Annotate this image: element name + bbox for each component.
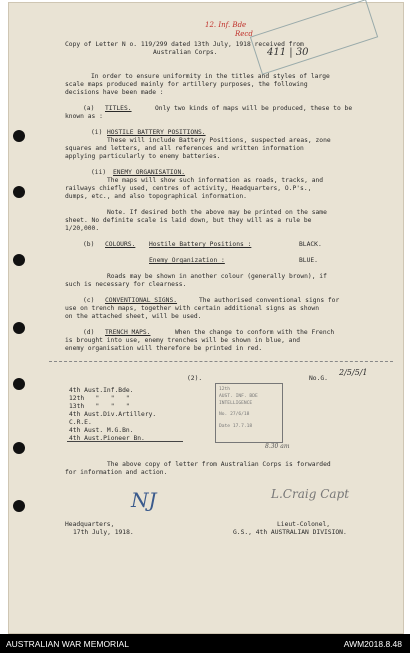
punch-hole [13, 378, 25, 390]
punch-hole [13, 500, 25, 512]
section-ii-label: (ii) [91, 169, 107, 176]
page-marker: (2). [187, 375, 203, 382]
note-line-3: 1/20,000. [65, 225, 100, 232]
received-stamp [215, 383, 283, 443]
top-handwriting: 411 | 30 [267, 47, 309, 58]
signatory-unit: G.S., 4th AUSTRALIAN DIVISION. [233, 529, 347, 536]
section-a-text-1: Only two kinds of maps will be produced, these to be [155, 105, 353, 112]
stamp-line: 12th [219, 387, 231, 392]
section-a-title: TITLES. [105, 105, 132, 112]
hq-date: 17th July, 1918. [73, 529, 134, 536]
heading-line-1: Copy of Letter N o. 119/299 dated 13th July, 1918 received from [65, 41, 304, 48]
footer-bar [0, 634, 410, 653]
stamp-time: 8.30 am [265, 443, 290, 450]
separator-line [49, 361, 393, 362]
colour-row-1-value: BLACK. [299, 241, 322, 248]
section-ii-text-1: The maps will show such information as roads, tracks, and [107, 177, 324, 184]
hq-line-1: Headquarters, [65, 521, 115, 528]
intro-line-2: scale maps produced mainly for artillery purposes, the following [65, 81, 308, 88]
intro-line-1: In order to ensure uniformity in the titles and styles of large [91, 73, 330, 80]
section-d-text-3: enemy organisation will therefore be printed in red. [65, 345, 263, 352]
section-d-text-2: is brought into use, enemy trenches will be shown in blue, and [65, 337, 301, 344]
section-ii-text-3: dumps, etc., and also topographical information. [65, 193, 247, 200]
section-a-label: (a) [83, 105, 95, 112]
intro-line-3: decisions have been made : [65, 89, 164, 96]
section-ii-text-2: railways chiefly used, centres of activity, Headquarters, O.P's., [65, 185, 312, 192]
roads-line-1: Roads may be shown in another colour (generally brown), if [107, 273, 327, 280]
roads-line-2: such is necessary for clearness. [65, 281, 187, 288]
section-a-text-2: known as : [65, 113, 103, 120]
stamp-line: AUST. INF. BDE [219, 394, 258, 399]
stamp-line: Date 17.7.18 [219, 424, 253, 429]
colour-row-2-value: BLUE. [299, 257, 318, 264]
ref-number-handwritten: 2/5/5/1 [339, 368, 368, 377]
recipient-item: C.R.E. [69, 419, 92, 426]
section-b-label: (b) [83, 241, 95, 248]
section-i-text-1: These will include Battery Positions, suspected areas, zone [107, 137, 331, 144]
forward-line-2: for information and action. [65, 469, 168, 476]
stamp-line: No. 27/6/18 [219, 412, 250, 417]
signature-handwritten: L.Craig Capt [271, 487, 350, 501]
red-annotation-2: Recd [235, 30, 253, 38]
section-c-text-1: The authorised conventional signs for [199, 297, 340, 304]
footer-accession: AWM2018.8.48 [343, 639, 402, 649]
section-i-text-3: applying particularly to enemy batteries. [65, 153, 221, 160]
section-i-text-2: squares and letters, and all references and written information [65, 145, 304, 152]
section-c-text-3: on the attached sheet, will be used. [65, 313, 202, 320]
colour-row-2-label: Enemy Organization : [149, 257, 225, 264]
ref-number: No.G. [309, 375, 328, 382]
forward-line-1: The above copy of letter from Australian Corps is forwarded [107, 461, 331, 468]
signatory-rank: Lieut-Colonel, [277, 521, 331, 528]
section-i-title: HOSTILE BATTERY POSITIONS. [107, 129, 206, 136]
recipient-item: 4th Aust.Inf.Bde. [69, 387, 134, 394]
initials-handwritten: NJ [131, 488, 157, 512]
section-ii-title: ENEMY ORGANISATION. [113, 169, 186, 176]
punch-hole [13, 322, 25, 334]
punch-hole [13, 130, 25, 142]
punch-hole [13, 186, 25, 198]
recipient-underline [67, 441, 183, 442]
section-d-title: TRENCH MAPS. [105, 329, 151, 336]
red-annotation-1: 12. Inf. Bde [205, 21, 247, 29]
document-sheet [8, 2, 404, 634]
note-line-1: Note. If desired both the above may be printed on the same [107, 209, 327, 216]
recipient-item: 4th Aust. M.G.Bn. [69, 427, 134, 434]
recipient-item: 4th Aust.Pioneer Bn. [69, 435, 145, 442]
stamp-line: INTELLIGENCE [219, 401, 253, 406]
section-c-text-2: use on trench maps, together with certain additional signs as shown [65, 305, 320, 312]
section-i-label: (i) [91, 129, 103, 136]
colour-row-1-label: Hostile Battery Positions : [149, 241, 252, 248]
heading-line-2: Australian Corps. [153, 49, 218, 56]
recipient-item: 13th " " " [69, 403, 130, 410]
recipient-item: 4th Aust.Div.Artillery. [69, 411, 157, 418]
punch-hole [13, 442, 25, 454]
section-c-title: CONVENTIONAL SIGNS. [105, 297, 178, 304]
footer-source: AUSTRALIAN WAR MEMORIAL [6, 639, 129, 649]
section-d-text-1: When the change to conform with the French [175, 329, 335, 336]
section-b-title: COLOURS. [105, 241, 136, 248]
note-line-2: sheet. No definite scale is laid down, but they will as a rule be [65, 217, 312, 224]
diagonal-stamp [250, 0, 378, 75]
punch-hole [13, 254, 25, 266]
section-d-label: (d) [83, 329, 95, 336]
recipient-item: 12th " " " [69, 395, 130, 402]
section-c-label: (c) [83, 297, 95, 304]
